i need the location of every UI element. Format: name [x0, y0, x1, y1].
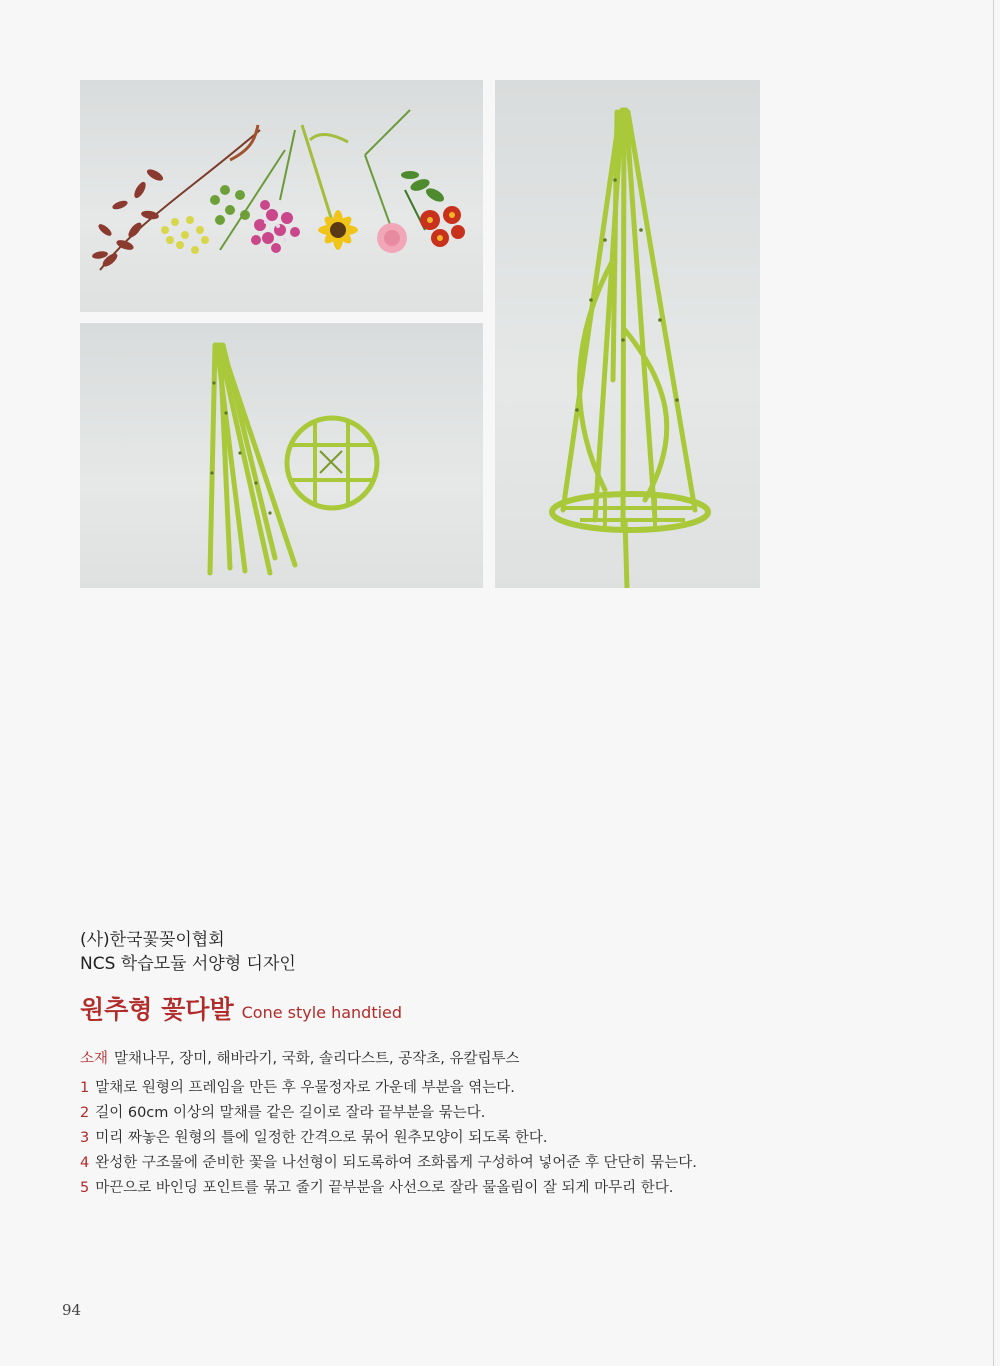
flowers-illustration	[80, 80, 483, 312]
module-name: NCS 학습모듈 서양형 디자인	[80, 954, 296, 974]
cone-illustration	[495, 80, 760, 588]
step-text: 완성한 구조물에 준비한 꽃을 나선형이 되도록하여 조화롭게 구성하여 넣어준 후 단단히 묶는다.	[95, 1155, 697, 1171]
title-korean: 원추형 꽃다발	[80, 995, 234, 1024]
step-number: 3	[80, 1130, 90, 1146]
step-item	[80, 1076, 840, 1101]
organization-name: (사)한국꽃꽂이협회	[80, 930, 225, 950]
materials-list: 말채나무, 장미, 해바라기, 국화, 솔리다스트, 공작초, 유칼립투스	[114, 1051, 520, 1067]
materials-label: 소재	[80, 1051, 109, 1067]
description-block	[80, 928, 840, 1201]
step-number: 2	[80, 1105, 90, 1121]
steps-list	[80, 1076, 840, 1201]
step-number: 4	[80, 1155, 90, 1171]
step-text: 미리 짜놓은 원형의 틀에 일정한 간격으로 묶어 원추모양이 되도록 한다.	[95, 1130, 548, 1146]
title-english: Cone style handtied	[241, 1003, 403, 1022]
step-item	[80, 1126, 840, 1151]
step-number: 1	[80, 1080, 90, 1096]
title-row	[80, 990, 840, 1026]
sticks-illustration	[80, 323, 483, 588]
step-number: 5	[80, 1180, 90, 1196]
page-number: 94	[62, 1301, 82, 1319]
step-text: 마끈으로 바인딩 포인트를 묶고 줄기 끝부분을 사선으로 잘라 물올림이 잘 되게 마무리 한다.	[95, 1180, 674, 1196]
materials-photo	[80, 80, 483, 312]
step-text: 말채로 원형의 프레임을 만든 후 우물정자로 가운데 부분을 엮는다.	[95, 1080, 515, 1096]
materials-line	[80, 1048, 840, 1070]
step-item	[80, 1151, 840, 1176]
step-text: 길이 60cm 이상의 말채를 같은 길이로 잘라 끝부분을 묶는다.	[95, 1105, 486, 1121]
step-item	[80, 1101, 840, 1126]
cone-structure-photo	[495, 80, 760, 588]
step-item	[80, 1176, 840, 1201]
sticks-frame-photo	[80, 323, 483, 588]
page-edge-line	[993, 0, 994, 1366]
